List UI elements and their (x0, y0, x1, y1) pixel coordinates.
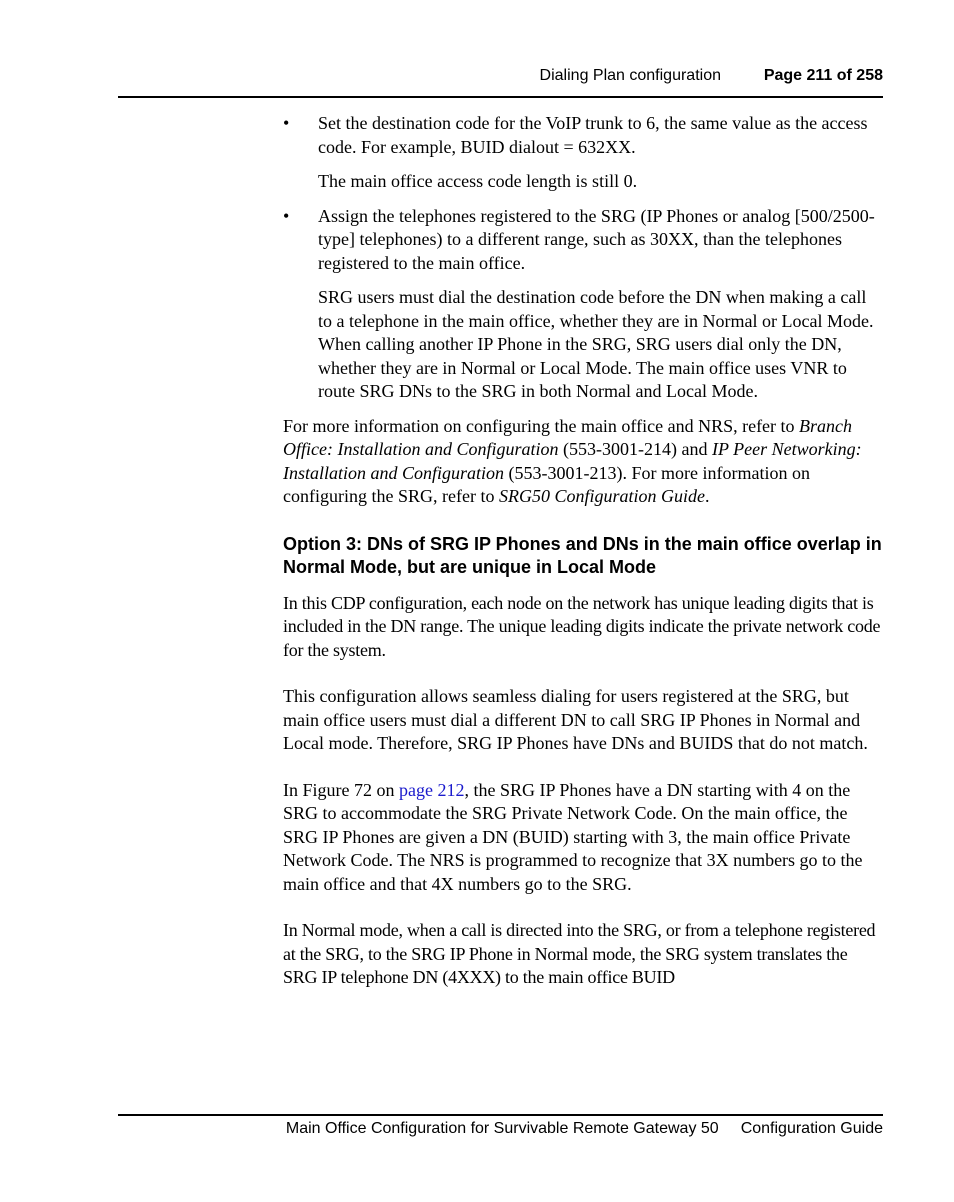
text-run: For more information on configuring the main office and NRS, refer to (283, 415, 800, 436)
text-run: (553-3001-213). For more information on configuring the SRG, refer to (283, 462, 810, 506)
footer-document-type: Configuration Guide (740, 1120, 883, 1137)
bullet-note: The main office access code length is still 0. (318, 171, 638, 191)
bullet-text: Set the destination code for the VoIP trunk to 6, the same value as the access code. For example, BUID dialout = 632XX. (318, 113, 868, 157)
bullet-item (283, 205, 883, 276)
header-page-number: Page 211 of 258 (763, 67, 883, 84)
text-run: (553-3001-214) and (558, 439, 712, 459)
footer-text (286, 1120, 883, 1138)
more-info-paragraph (283, 415, 883, 509)
section-heading: Option 3: DNs of SRG IP Phones and DNs in the main office overlap in Normal Mode, but are unique in Local Mode (283, 533, 882, 577)
bullet-item (283, 112, 883, 159)
body-paragraph: This configuration allows seamless dialing for users registered at the SRG, but main office users must dial a different DN to call SRG IP Phones in Normal and Local mode. Therefore, SRG IP Phones have DNs and BUIDS that do not match. (283, 686, 868, 753)
doc-reference: IP Peer Networking: Installation and Configuration (283, 439, 862, 483)
footer-document-title: Main Office Configuration for Survivable Remote Gateway 50 (285, 1120, 719, 1137)
page-header (118, 64, 883, 98)
body-paragraph: In this CDP configuration, each node on the network has unique leading digits that is included in the DN range. The unique leading digits indicate the private network code for the system. (283, 592, 881, 660)
body-paragraph (283, 779, 883, 897)
body-paragraph: In Normal mode, when a call is directed into the SRG, or from a telephone registered at the SRG, to the SRG IP Phone in Normal mode, the SRG system translates the SRG IP telephone DN (4XXX) to the main office BUID (283, 920, 876, 987)
bullet-marker: • (283, 113, 290, 133)
text-run: . (704, 486, 710, 506)
doc-reference: Branch Office: Installation and Configuration (283, 415, 853, 459)
bullet-text: Assign the telephones registered to the SRG (IP Phones or analog [500/2500-type] telephones) to a different range, such as 30XX, than the telephones registered to the main office. (318, 205, 875, 273)
page-footer (118, 1114, 883, 1137)
page-content (283, 112, 883, 1001)
text-run: In Figure 72 on (283, 779, 399, 800)
bullet-note: SRG users must dial the destination code before the DN when making a call to a telephone in the main office, whether they are in Normal or Local Mode. When calling another IP Phone in the SRG, SRG users dial only the DN, whether they are in Normal or Local Mode. The main office uses VNR to route SRG DNs to the SRG in both Normal and Local Mode. (318, 287, 874, 401)
text-run: , the SRG IP Phones have a DN starting with 4 on the SRG to accommodate the SRG Private Network Code. On the main office, the SRG IP Phones are given a DN (BUID) starting with 3, the main office Private Network Code. The NRS is programmed to recognize that 3X numbers go to the main office and that 4X numbers go to the SRG. (283, 779, 863, 894)
doc-reference: SRG50 Configuration Guide (498, 486, 705, 506)
header-section-title: Dialing Plan configuration (539, 67, 721, 84)
page-link[interactable]: page 212 (399, 779, 465, 800)
bullet-marker: • (283, 205, 290, 226)
